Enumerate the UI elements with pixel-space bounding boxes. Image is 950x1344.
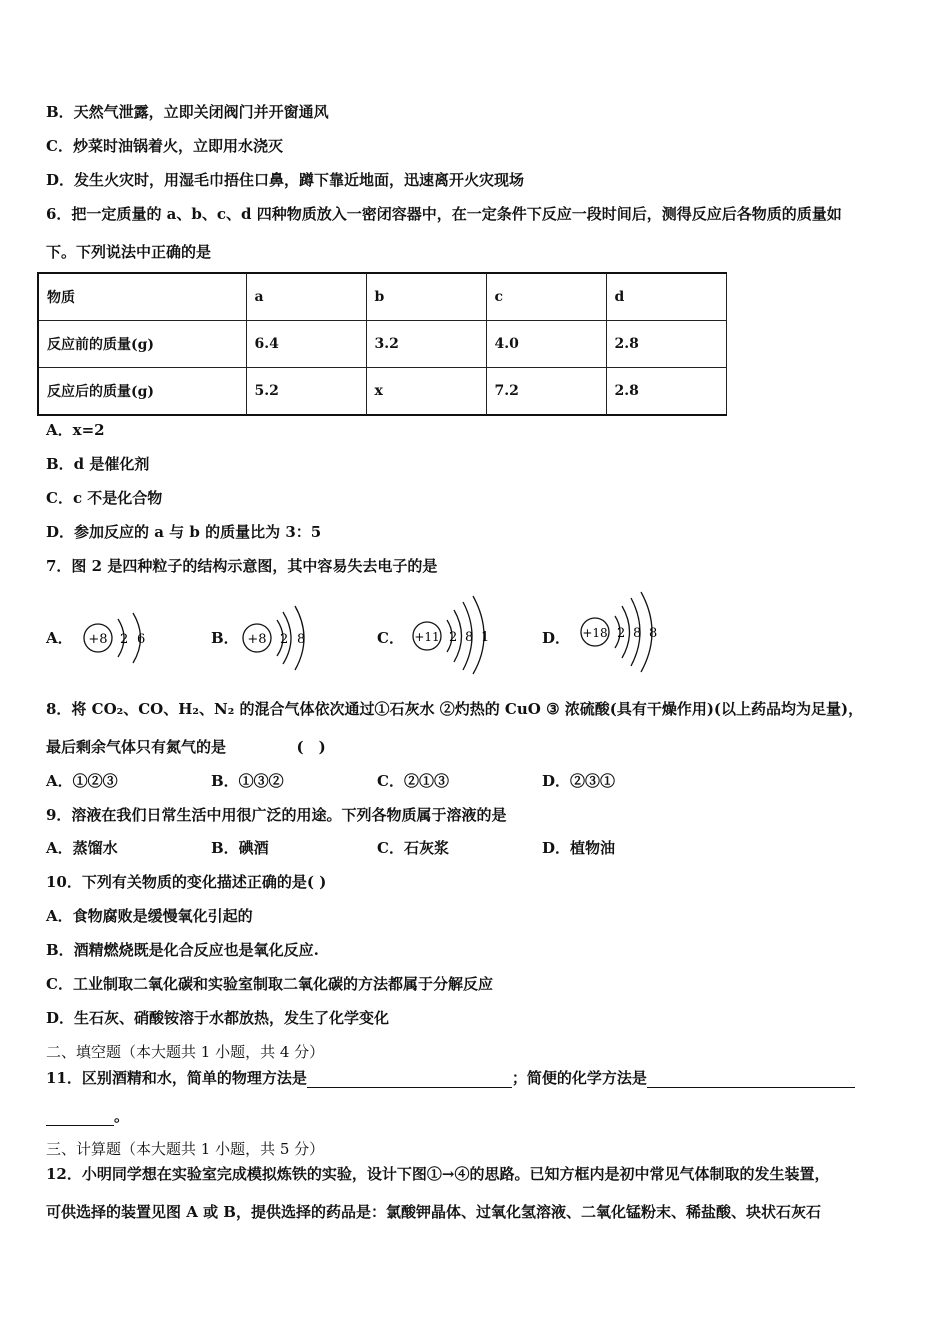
electron-count: 2 bbox=[449, 630, 458, 645]
table-cell: 4.0 bbox=[486, 321, 606, 368]
q8-stem-line2 bbox=[46, 737, 326, 757]
nucleus-charge: +8 bbox=[247, 632, 267, 647]
electron-count: 8 bbox=[633, 626, 642, 641]
q8-stem-text: 最后剩余气体只有氮气的是 bbox=[46, 738, 227, 756]
table-row bbox=[38, 321, 726, 368]
electron-count: 8 bbox=[649, 626, 658, 641]
answer-paren: ( ) bbox=[296, 738, 326, 756]
answer-blank[interactable] bbox=[46, 1109, 114, 1126]
nucleus-charge: +8 bbox=[88, 632, 108, 647]
table-cell: b bbox=[366, 273, 486, 321]
q9-option-a: A．蒸馏水 bbox=[46, 839, 118, 857]
q8-stem-line1: 8．将 CO₂、CO、H₂、N₂ 的混合气体依次通过①石灰水 ②灼热的 CuO ③ 浓硫酸(具有干燥作用)(以上药品均为足量)， bbox=[46, 700, 864, 718]
atom-diagram-c bbox=[407, 594, 497, 676]
table-cell: 反应前的质量(g) bbox=[38, 321, 246, 368]
q11-line2 bbox=[46, 1106, 129, 1126]
table-row bbox=[38, 368, 726, 416]
mass-table bbox=[37, 272, 727, 416]
atom-diagram-a bbox=[78, 605, 168, 671]
nucleus-charge: +18 bbox=[582, 626, 608, 640]
table-cell: 5.2 bbox=[246, 368, 366, 416]
table-cell: x bbox=[366, 368, 486, 416]
q6-option-c: C．c 不是化合物 bbox=[46, 489, 163, 507]
electron-count: 2 bbox=[280, 632, 289, 647]
q7-option-d-label: D． bbox=[542, 629, 571, 647]
section2-title: 二、填空题（本大题共 1 小题，共 4 分） bbox=[46, 1043, 325, 1061]
q7-stem: 7．图 2 是四种粒子的结构示意图，其中容易失去电子的是 bbox=[46, 557, 438, 575]
table-cell: 2.8 bbox=[606, 321, 726, 368]
electron-count: 8 bbox=[297, 632, 306, 647]
q5-option-d: D．发生火灾时，用湿毛巾捂住口鼻，蹲下靠近地面，迅速离开火灾现场 bbox=[46, 171, 525, 189]
electron-count: 1 bbox=[481, 630, 490, 645]
q6-option-a: A．x=2 bbox=[46, 421, 105, 439]
table-cell: 2.8 bbox=[606, 368, 726, 416]
q9-option-b: B．碘酒 bbox=[211, 839, 269, 857]
q6-stem-line1: 6．把一定质量的 a、b、c、d 四种物质放入一密闭容器中，在一定条件下反应一段时间后，测得反应后各物质的质量如 bbox=[46, 205, 842, 223]
q10-stem: 10．下列有关物质的变化描述正确的是( ) bbox=[46, 873, 327, 891]
q11-line bbox=[46, 1068, 855, 1088]
q12-line1: 12．小明同学想在实验室完成模拟炼铁的实验，设计下图①→④的思路。已知方框内是初中常见气体制取的发生装置， bbox=[46, 1165, 830, 1183]
table-cell: d bbox=[606, 273, 726, 321]
q10-option-a: A．食物腐败是缓慢氧化引起的 bbox=[46, 907, 253, 925]
electron-count: 2 bbox=[120, 632, 129, 647]
table-cell: 反应后的质量(g) bbox=[38, 368, 246, 416]
q8-option-d: D．②③① bbox=[542, 772, 616, 790]
q11-part2: ；简便的化学方法是 bbox=[511, 1069, 647, 1087]
q9-stem: 9．溶液在我们日常生活中用很广泛的用途。下列各物质属于溶液的是 bbox=[46, 806, 507, 824]
q9-option-d: D．植物油 bbox=[542, 839, 616, 857]
q8-option-a: A．①②③ bbox=[46, 772, 118, 790]
q8-option-c: C．②①③ bbox=[377, 772, 449, 790]
q7-option-c-label: C． bbox=[377, 629, 404, 647]
table-cell: c bbox=[486, 273, 606, 321]
q7-option-a-label: A． bbox=[46, 629, 73, 647]
q6-option-b: B．d 是催化剂 bbox=[46, 455, 150, 473]
nucleus-charge: +11 bbox=[414, 630, 440, 644]
section3-title: 三、计算题（本大题共 1 小题，共 5 分） bbox=[46, 1140, 325, 1158]
q10-option-b: B．酒精燃烧既是化合反应也是氧化反应. bbox=[46, 941, 319, 959]
table-header-row bbox=[38, 273, 726, 321]
q9-option-c: C．石灰浆 bbox=[377, 839, 449, 857]
q8-option-b: B．①③② bbox=[211, 772, 284, 790]
q7-option-b-label: B． bbox=[211, 629, 239, 647]
electron-count: 8 bbox=[465, 630, 474, 645]
q6-option-d: D．参加反应的 a 与 b 的质量比为 3：5 bbox=[46, 523, 322, 541]
q11-end: 。 bbox=[114, 1107, 130, 1125]
q5-option-b: B．天然气泄露，立即关闭阀门并开窗通风 bbox=[46, 103, 329, 121]
table-cell: 3.2 bbox=[366, 321, 486, 368]
answer-blank[interactable] bbox=[647, 1071, 855, 1088]
atom-diagram-b bbox=[237, 600, 327, 672]
q10-option-c: C．工业制取二氧化碳和实验室制取二氧化碳的方法都属于分解反应 bbox=[46, 975, 493, 993]
q5-option-c: C．炒菜时油锅着火，立即用水浇灭 bbox=[46, 137, 283, 155]
electron-count: 6 bbox=[137, 632, 146, 647]
table-cell: 物质 bbox=[38, 273, 246, 321]
q12-line2: 可供选择的装置见图 A 或 B，提供选择的药品是：氯酸钾晶体、过氧化氢溶液、二氧化锰粉末、稀盐酸、块状石灰石 bbox=[46, 1203, 821, 1221]
answer-blank[interactable] bbox=[307, 1071, 512, 1088]
atom-diagram-d bbox=[575, 590, 665, 674]
electron-count: 2 bbox=[617, 626, 626, 641]
q10-option-d: D．生石灰、硝酸铵溶于水都放热，发生了化学变化 bbox=[46, 1009, 390, 1027]
table-cell: 6.4 bbox=[246, 321, 366, 368]
q6-stem-line2: 下。下列说法中正确的是 bbox=[46, 243, 212, 261]
q11-part1: 11．区别酒精和水，简单的物理方法是 bbox=[46, 1069, 307, 1087]
table-cell: 7.2 bbox=[486, 368, 606, 416]
table-cell: a bbox=[246, 273, 366, 321]
